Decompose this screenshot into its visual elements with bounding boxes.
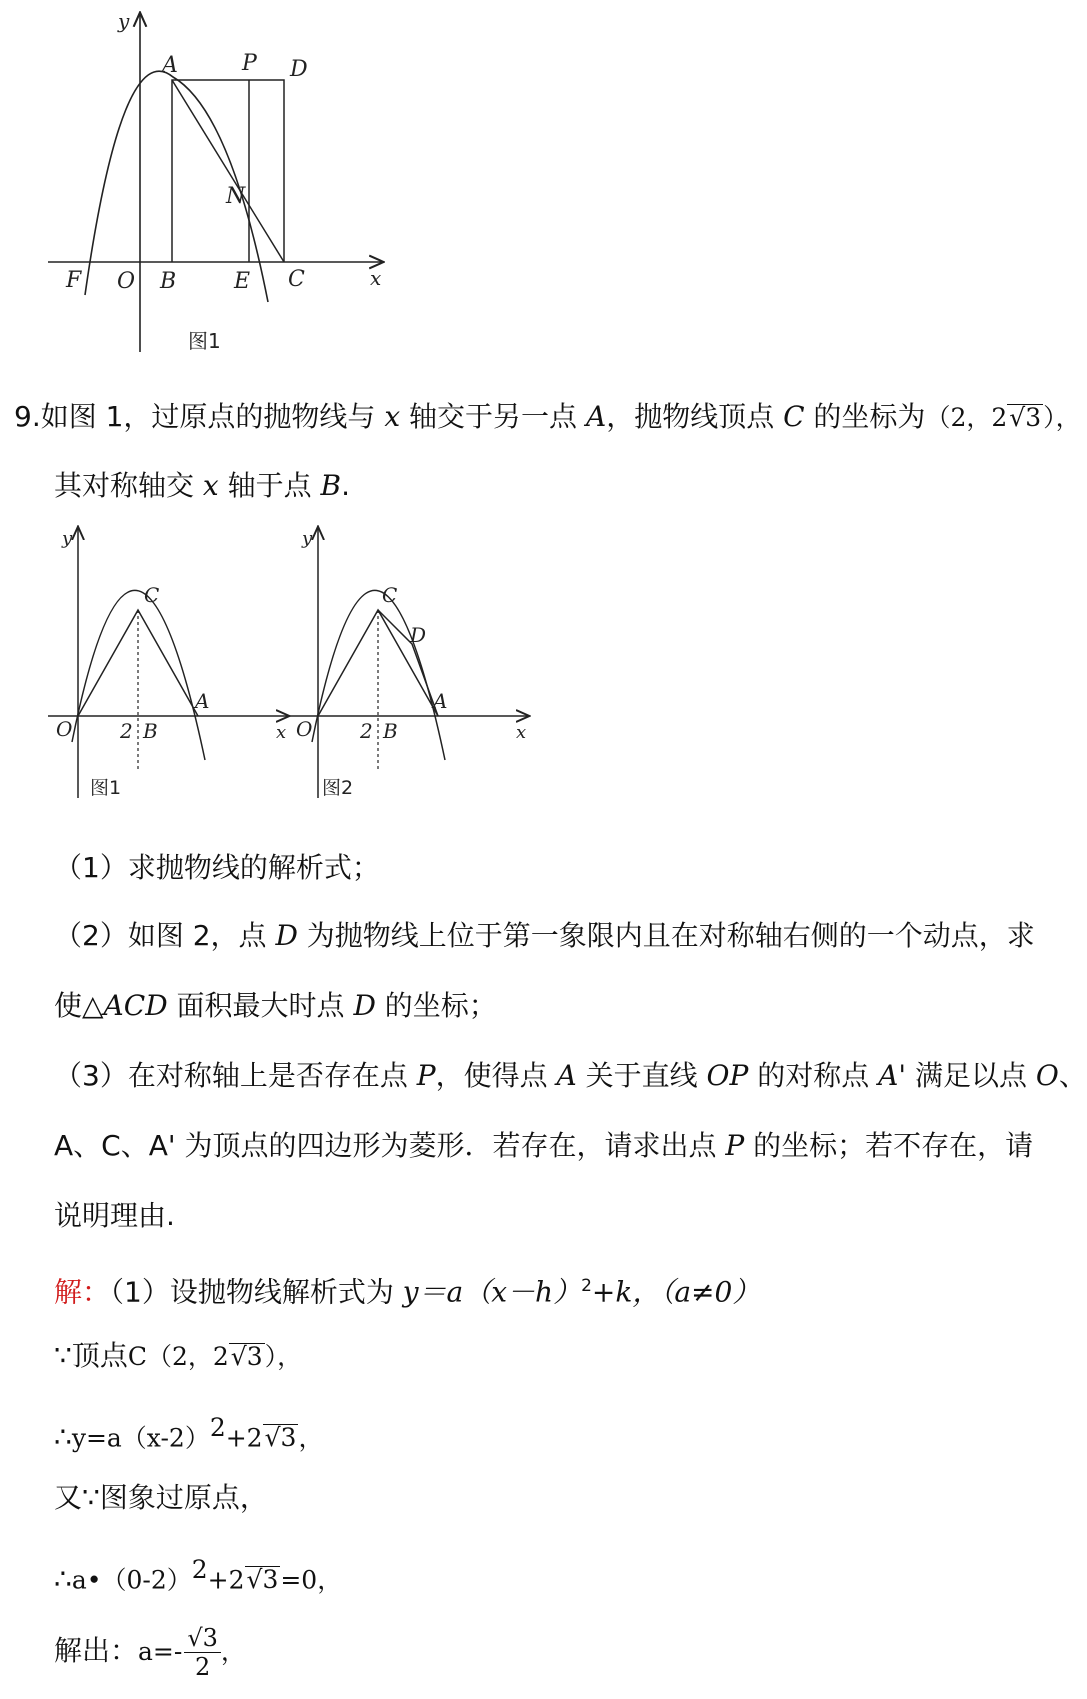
solution-line-5: $\therefore a•(0-2)^2+2√3=0$， xyxy=(54,1555,343,1596)
fig1-label-O: O xyxy=(56,717,73,741)
part-2-line-1: （2）如图 2，点 D 为抛物线上位于第一象限内且在对称轴右侧的一个动点，求 xyxy=(54,919,1035,952)
figure-top-parabola xyxy=(30,0,410,353)
fig1-label-C: C xyxy=(144,583,160,607)
segment-ac xyxy=(172,80,284,262)
fig1-label-2: 2 xyxy=(120,719,133,743)
fig2-label-O: O xyxy=(296,717,313,741)
label-D: D xyxy=(290,57,308,82)
caption-fig1: 图1 xyxy=(90,777,122,799)
sqrt-radical: √3 xyxy=(1009,403,1042,432)
caption-top: 图1 xyxy=(188,329,221,353)
label-P: P xyxy=(242,51,257,76)
fig2-label-x: x xyxy=(516,722,527,743)
fraction: $\frac{√3}{2}$ xyxy=(184,1624,221,1681)
solution-line-3: $\therefore y=a(x-2)^2+2√3$， xyxy=(54,1413,324,1454)
part-1: （1）求抛物线的解析式； xyxy=(54,851,380,884)
fig2-label-B: B xyxy=(383,719,398,743)
fig1-parabola xyxy=(72,590,205,760)
caption-fig2: 图2 xyxy=(322,777,354,799)
fig1-label-y: y xyxy=(62,528,73,549)
label-F: F xyxy=(66,268,82,293)
solution-line-4: 又∵图象过原点， xyxy=(54,1481,268,1514)
fig2-label-2: 2 xyxy=(360,719,373,743)
solution-line-6: 解出：a=- $\frac{√3}{2}$ ， xyxy=(54,1623,246,1681)
fig2-label-C: C xyxy=(382,583,398,607)
label-A: A xyxy=(162,53,178,78)
fig1-label-B: B xyxy=(143,719,158,743)
figure-pair xyxy=(40,520,560,820)
fig1-label-x: x xyxy=(276,722,287,743)
sqrt-radical: √3 xyxy=(264,1423,297,1453)
figure-2 xyxy=(288,528,528,799)
label-O: O xyxy=(117,269,136,294)
fig2-parabola xyxy=(312,590,448,760)
solution-line-2: ∵顶点C（2，2√3）， xyxy=(54,1339,303,1372)
sqrt-radical: √3 xyxy=(246,1565,279,1595)
part-2-line-2: 使△ACD 面积最大时点 D 的坐标； xyxy=(54,989,497,1022)
label-B: B xyxy=(160,269,177,294)
label-N: N xyxy=(226,184,246,209)
fig1-label-A: A xyxy=(195,689,210,713)
question-line-2: 其对称轴交 x 轴于点 B. xyxy=(54,469,350,502)
solution-line-1: 解：（1）设抛物线解析式为 $y=a(x-h)^2+k$，（a≠0） xyxy=(54,1275,761,1309)
part-3-line-1: （3）在对称轴上是否存在点 P，使得点 A 关于直线 OP 的对称点 A' 满足以点 O、 xyxy=(54,1059,1087,1092)
question-number: 9. xyxy=(14,400,41,433)
fig2-label-A: A xyxy=(433,689,448,713)
label-C: C xyxy=(288,267,305,292)
label-E: E xyxy=(234,269,251,294)
question-line-1: 9.如图 1，过原点的抛物线与 x 轴交于另一点 A，抛物线顶点 C 的坐标为（2，2√3）， xyxy=(14,400,1081,433)
fig2-label-D: D xyxy=(410,623,427,647)
solution-label: 解： xyxy=(54,1275,111,1309)
part-3-line-2: A、C、A' 为顶点的四边形为菱形．若存在，请求出点 P 的坐标；若不存在，请 xyxy=(54,1129,1034,1162)
fig2-label-y: y xyxy=(302,528,313,549)
figure-1 xyxy=(48,528,288,799)
part-3-line-3: 说明理由. xyxy=(54,1199,175,1232)
sqrt-radical: √3 xyxy=(230,1342,263,1371)
label-y: y xyxy=(118,9,130,33)
label-x: x xyxy=(370,266,382,290)
